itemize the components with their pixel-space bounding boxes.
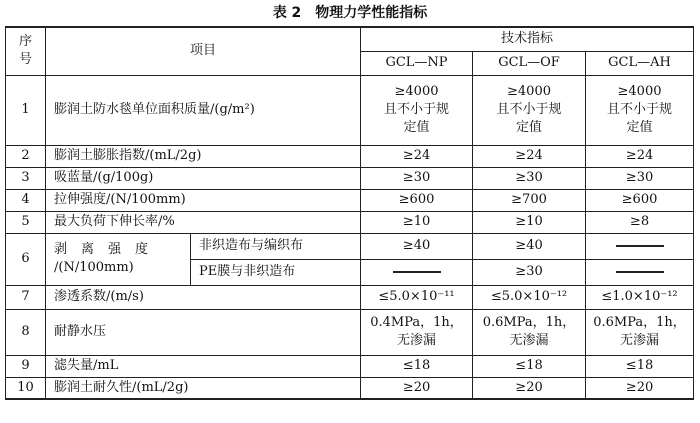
row-value: ≥24 [586, 145, 694, 167]
row-value: ≤18 [473, 355, 586, 377]
row-item-line-2: /(N/100mm) [54, 260, 134, 275]
table-row [6, 355, 694, 377]
row-item: 滤失量/mL [46, 355, 361, 377]
row-subitem: 非织造布与编织布 [191, 233, 361, 259]
table-row [6, 167, 694, 189]
row-value: ≤18 [361, 355, 473, 377]
row-value: 0.4MPa，1h， 无渗漏 [361, 309, 473, 355]
dash-mark [616, 271, 664, 273]
row-number: 2 [6, 145, 46, 167]
row-item: 渗透系数/(m/s) [46, 285, 361, 309]
row-value: ≥30 [361, 167, 473, 189]
row-value-dash [361, 259, 473, 285]
row-number: 5 [6, 211, 46, 233]
header-row-1 [6, 27, 694, 51]
row-number: 6 [6, 233, 46, 285]
row-value: 0.6MPa，1h， 无渗漏 [473, 309, 586, 355]
row-value: ≤18 [586, 355, 694, 377]
row-number: 8 [6, 309, 46, 355]
row-value: ≥30 [473, 167, 586, 189]
dash-mark [616, 245, 664, 247]
row-value: ≥4000 且不小于规 定值 [361, 75, 473, 145]
row-value: ≥4000 且不小于规 定值 [473, 75, 586, 145]
row-value: ≥600 [586, 189, 694, 211]
row-number: 4 [6, 189, 46, 211]
properties-table [5, 26, 694, 400]
row-item: 拉伸强度/(N/100mm) [46, 189, 361, 211]
row-value-dash [586, 259, 694, 285]
header-model-of: GCL—OF [473, 51, 586, 75]
row-item: 耐静水压 [46, 309, 361, 355]
row-number: 9 [6, 355, 46, 377]
row-subitem: PE膜与非织造布 [191, 259, 361, 285]
table-row [6, 211, 694, 233]
row-item: 吸蓝量/(g/100g) [46, 167, 361, 189]
row-value: ≥20 [586, 377, 694, 399]
row-item [46, 233, 191, 285]
row-item-line-1: 剥离强度 [54, 242, 163, 257]
row-value: ≥24 [473, 145, 586, 167]
row-item: 最大负荷下伸长率/% [46, 211, 361, 233]
row-value: 0.6MPa，1h， 无渗漏 [586, 309, 694, 355]
row-value: ≤5.0×10⁻¹¹ [361, 285, 473, 309]
row-value: ≥30 [473, 259, 586, 285]
row-number: 7 [6, 285, 46, 309]
row-value: ≥4000 且不小于规 定值 [586, 75, 694, 145]
header-seq: 序号 [6, 27, 46, 75]
row-value: ≥10 [473, 211, 586, 233]
table-row [6, 145, 694, 167]
table-row [6, 233, 694, 259]
row-value-dash [586, 233, 694, 259]
row-value: ≥20 [361, 377, 473, 399]
row-number: 1 [6, 75, 46, 145]
row-item: 膨润土防水毯单位面积质量/(g/m²) [46, 75, 361, 145]
row-value: ≥30 [586, 167, 694, 189]
row-value: ≥24 [361, 145, 473, 167]
row-value: ≥10 [361, 211, 473, 233]
row-item: 膨润土膨胀指数/(mL/2g) [46, 145, 361, 167]
row-value: ≤5.0×10⁻¹² [473, 285, 586, 309]
row-value: ≥40 [361, 233, 473, 259]
row-value: ≥20 [473, 377, 586, 399]
row-value: ≥600 [361, 189, 473, 211]
header-item: 项目 [46, 27, 361, 75]
dash-mark [393, 271, 441, 273]
header-tech: 技术指标 [361, 27, 694, 51]
row-number: 3 [6, 167, 46, 189]
table-row [6, 75, 694, 145]
row-value: ≥8 [586, 211, 694, 233]
table-row [6, 285, 694, 309]
table-caption: 表 2 物理力学性能指标 [272, 5, 428, 21]
row-value: ≤1.0×10⁻¹² [586, 285, 694, 309]
table-row [6, 309, 694, 355]
table-row [6, 189, 694, 211]
row-value: ≥40 [473, 233, 586, 259]
table-row [6, 377, 694, 399]
header-model-ah: GCL—AH [586, 51, 694, 75]
row-item: 膨润土耐久性/(mL/2g) [46, 377, 361, 399]
row-value: ≥700 [473, 189, 586, 211]
header-model-np: GCL—NP [361, 51, 473, 75]
row-number: 10 [6, 377, 46, 399]
